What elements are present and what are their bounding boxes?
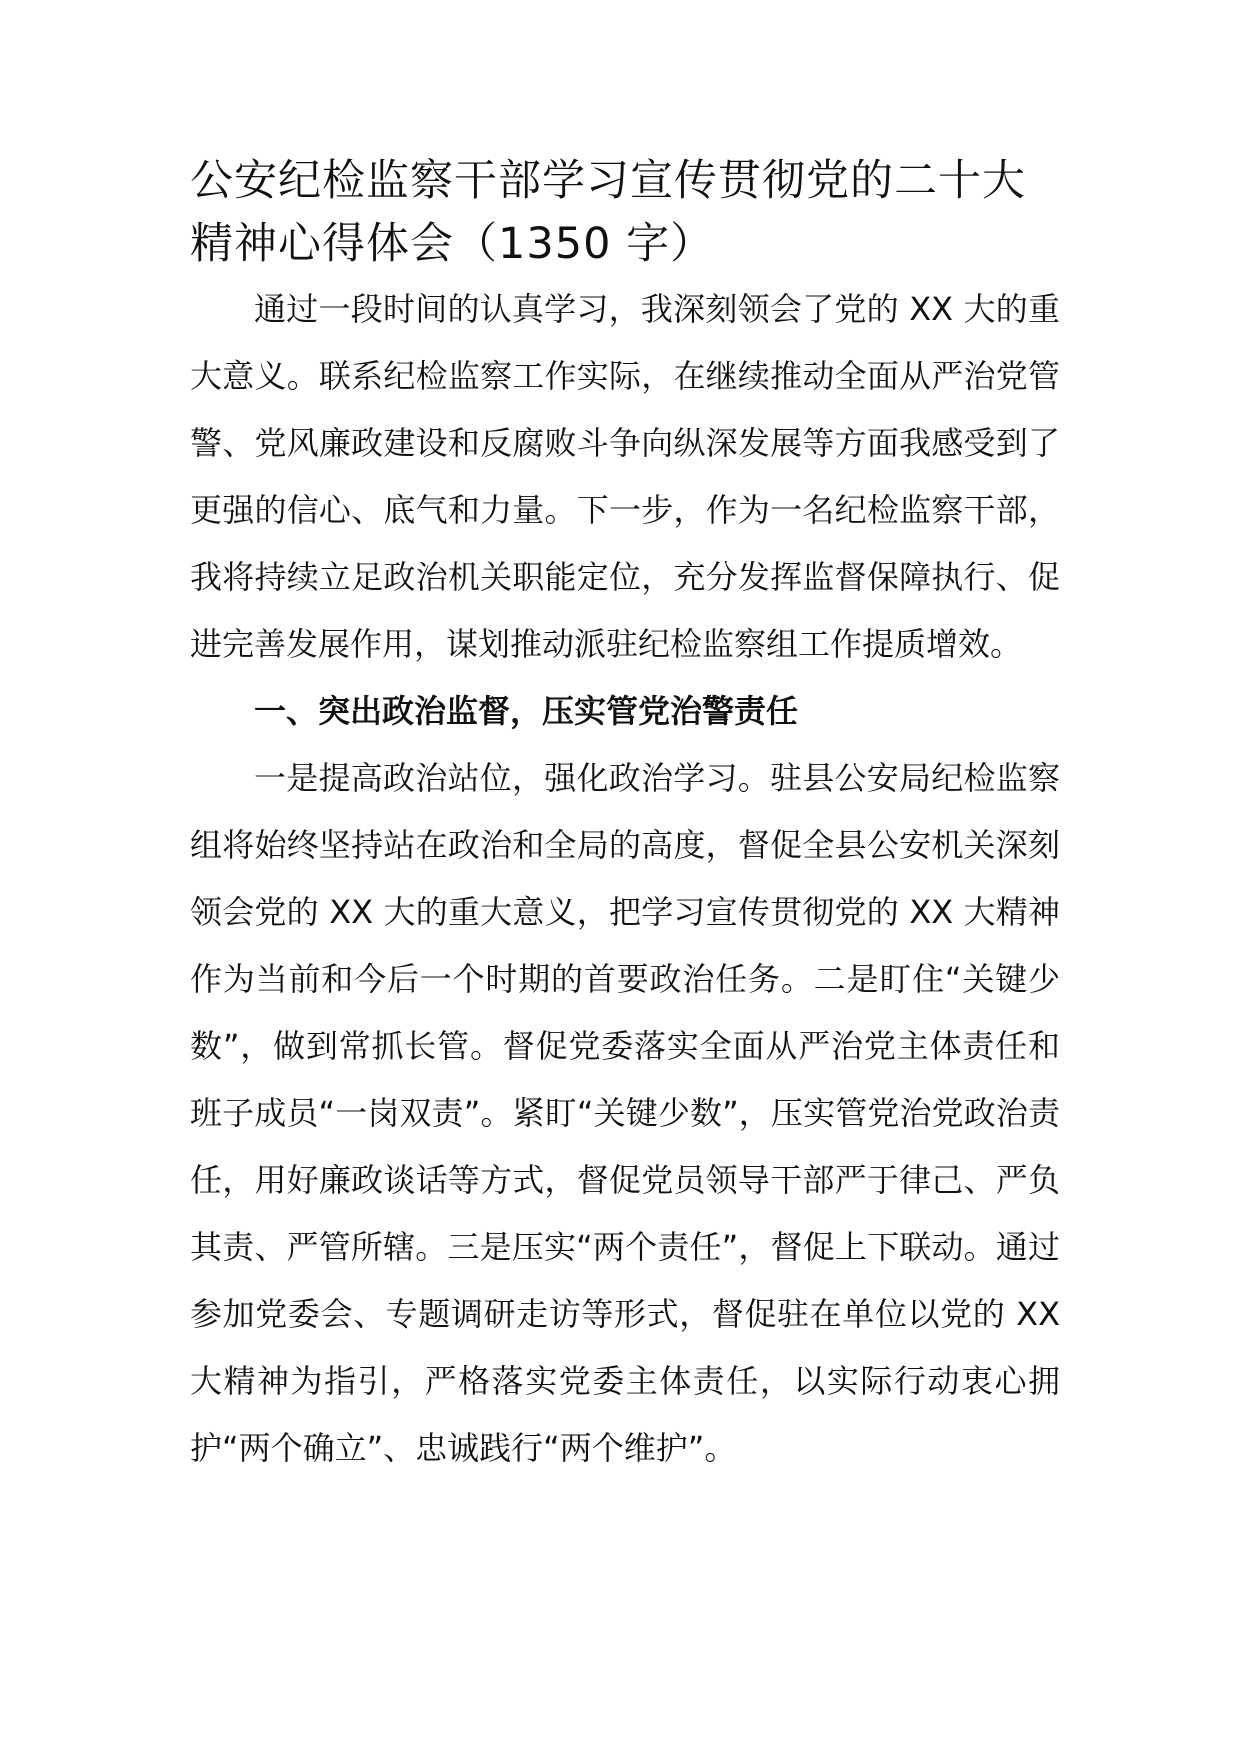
intro-paragraph: 通过一段时间的认真学习，我深刻领会了党的 XX 大的重大意义。联系纪检监察工作实际，在继续推动全面从严治党管警、党风廉政建设和反腐败斗争向纵深发展等方面我感受到了更强的信心、底气和力量。下一步，作为一名纪检监察干部，我将持续立足政治机关职能定位，充分发挥监督保障执行、促进完善发展作用，谋划推动派驻纪检监察组工作提质增效。 xyxy=(190,290,1060,663)
section-paragraph: 一是提高政治站位，强化政治学习。驻县公安局纪检监察组将始终坚持站在政治和全局的高度，督促全县公安机关深刻领会党的 XX 大的重大意义，把学习宣传贯彻党的 XX 大精神作为当前和今后一个时期的首要政治任务。二是盯住“关键少数”，做到常抓长管。督促党委落实全面从严治党主体责任和班子成员“一岗双责”。紧盯“关键少数”，压实管党治党政治责任，用好廉政谈话等方式，督促党员领导干部严于律己、严负其责、严管所辖。三是压实“两个责任”，督促上下联动。通过参加党委会、专题调研走访等形式，督促驻在单位以党的 XX 大精神为指引，严格落实党委主体责任，以实际行动衷心拥护“两个确立”、忠诚践行“两个维护”。 xyxy=(190,759,1060,1467)
document-title: 公安纪检监察干部学习宣传贯彻党的二十大精神心得体会（1350 字） xyxy=(190,156,1026,269)
document-page xyxy=(190,150,1060,1482)
section-heading: 一、突出政治监督，压实管党治警责任 xyxy=(254,692,799,730)
